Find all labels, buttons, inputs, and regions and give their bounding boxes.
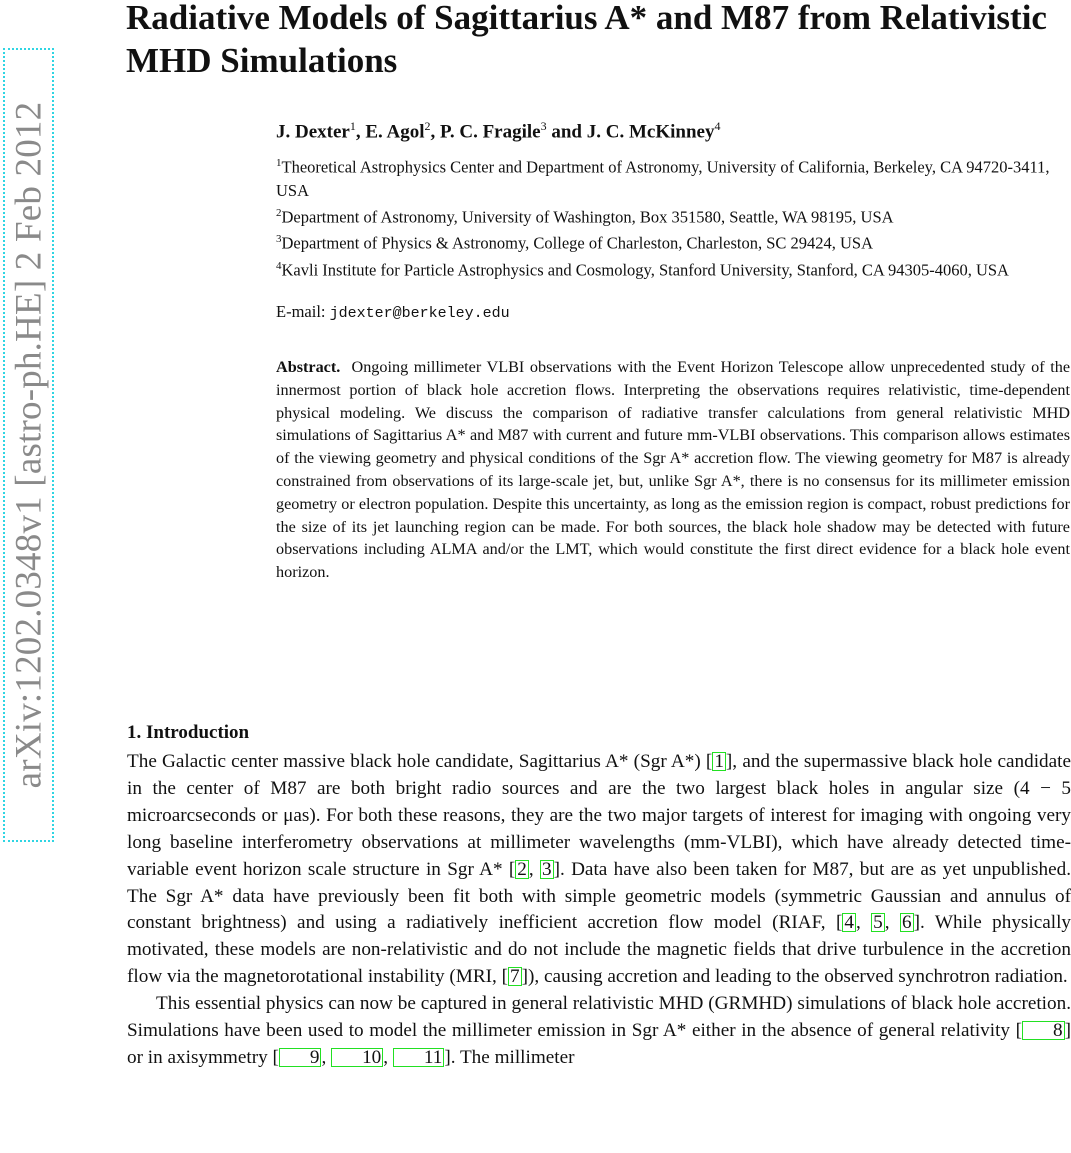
text-run: ], and the supermassive black hole candidate in the center of M87 are both bright radio sources and are the two largest black holes in angular size (4 − 5 microarcseconds or μas). For both these reasons, they are the two major targets of interest for imaging with ongoing very long baseline interferometry observations at millimeter wavelengths (mm-VLBI), which have already detected time-variable event horizon scale structure in Sgr A* [ xyxy=(127,751,1071,880)
citation-link[interactable]: 3 xyxy=(541,858,552,880)
arxiv-identifier[interactable]: arXiv:1202.0348v1 [astro-ph.HE] 2 Feb 2012 xyxy=(8,101,49,789)
text-run: This essential physics can now be captured in general relativistic MHD (GRMHD) simulations of black hole accretion. Simulations have been used to model the millimeter emission in Sgr A* either in the absence of general relativity [ xyxy=(127,993,1071,1042)
section-heading xyxy=(127,722,249,744)
citation-link[interactable]: 7 xyxy=(510,966,520,988)
email-line xyxy=(276,302,510,322)
citation-link[interactable]: 11 xyxy=(393,1048,444,1067)
affiliation-mark: 4 xyxy=(714,119,721,133)
citation-link[interactable]: 8 xyxy=(1022,1021,1065,1040)
text-run: , xyxy=(383,1046,393,1068)
citation-link[interactable]: 6 xyxy=(901,912,912,934)
text-run: , xyxy=(528,858,540,880)
citation-link[interactable]: 5 xyxy=(873,912,883,934)
paragraph xyxy=(127,749,1071,991)
citation-link[interactable]: 10 xyxy=(331,1048,383,1067)
affiliation-mark: 2 xyxy=(276,206,282,219)
email-address[interactable]: jdexter@berkeley.edu xyxy=(329,305,510,322)
author-separator: , xyxy=(355,121,366,143)
text-run: ]), causing accretion and leading to the observed synchrotron radiation. xyxy=(521,966,1068,988)
email-label: E-mail: xyxy=(276,302,326,321)
paragraph xyxy=(127,991,1071,1072)
text-run: , xyxy=(855,912,872,934)
citation-link[interactable]: 4 xyxy=(844,912,854,934)
text-run: ] or in axisymmetry [ xyxy=(127,1020,1071,1068)
author-separator: , xyxy=(430,121,440,143)
text-run: The Galactic center massive black hole candidate, Sagittarius A* (Sgr A*) [ xyxy=(127,751,713,772)
text-run: ]. While physically motivated, these models are non-relativistic and do not include the magnetic fields that drive turbulence in the accretion flow via the magnetorotational instability (MRI, [ xyxy=(127,912,1071,988)
citation-link[interactable]: 1 xyxy=(714,751,724,772)
text-run: , xyxy=(884,912,900,934)
paper-title: Radiative Models of Sagittarius A* and M87 from Relativistic MHD Simulations xyxy=(126,0,1047,80)
affiliation-text: Theoretical Astrophysics Center and Department of Astronomy, University of California, Berkeley, CA 94720-3411, USA xyxy=(276,157,1050,200)
text-run: ]. Data have also been taken for M87, but are as yet unpublished. The Sgr A* data have previously been fit both with simple geometric models (symmetric Gaussian and annulus of constant brightness) and using a radiatively inefficient accretion flow model (RIAF, [ xyxy=(127,858,1071,934)
author-name: J. C. McKinney xyxy=(586,121,715,143)
author-name: E. Agol xyxy=(365,121,425,143)
abstract xyxy=(276,356,1070,584)
citation-link[interactable]: 2 xyxy=(517,858,527,880)
author-name: P. C. Fragile xyxy=(439,121,541,143)
affiliation-text: Kavli Institute for Particle Astrophysics and Cosmology, Stanford University, Stanford, CA 94305-4060, USA xyxy=(281,260,1009,279)
affiliation-mark: 1 xyxy=(276,157,282,169)
author-list xyxy=(276,119,720,143)
section-number: 1. xyxy=(127,722,142,743)
author-name: J. Dexter xyxy=(276,121,350,143)
affiliation-mark: 1 xyxy=(349,119,356,133)
affiliation-mark: 3 xyxy=(540,119,547,133)
affiliation-list xyxy=(276,152,1066,281)
affiliation-text: Department of Astronomy, University of Washington, Box 351580, Seattle, WA 98195, USA xyxy=(281,207,894,226)
affiliation-mark: 3 xyxy=(276,233,282,245)
affiliation-mark: 2 xyxy=(424,119,431,133)
body-text xyxy=(127,749,1071,1072)
affiliation-mark: 4 xyxy=(276,259,282,272)
text-run: , xyxy=(321,1046,332,1068)
author-separator: and xyxy=(546,121,587,143)
abstract-label: Abstract. xyxy=(276,358,341,376)
affiliation xyxy=(276,255,1066,282)
section-title: Introduction xyxy=(146,722,250,743)
affiliation xyxy=(276,202,1066,229)
affiliation-text: Department of Physics & Astronomy, College of Charleston, Charleston, SC 29424, USA xyxy=(281,233,874,253)
arxiv-stamp xyxy=(3,48,54,842)
citation-link[interactable]: 9 xyxy=(279,1048,322,1067)
affiliation xyxy=(276,228,1066,255)
abstract-text: Ongoing millimeter VLBI observations with the Event Horizon Telescope allow unprecedented study of the innermost portion of black hole accretion flows. Interpreting the observations requires relativistic, time-dependent physical modeling. We discuss the comparison of radiative transfer calculations from general relativistic MHD simulations of Sagittarius A* and M87 with current and future mm-VLBI observations. This comparison allows estimates of the viewing geometry and physical conditions of the Sgr A* accretion flow. The viewing geometry for M87 is already constrained from observations of its large-scale jet, but, unlike Sgr A*, there is no consensus for its millimeter emission geometry or electron population. Despite this uncertainty, as long as the emission region is compact, robust predictions for the size of its jet launching region can be made. For both sources, the black hole shadow may be detected with future observations including ALMA and/or the LMT, which would constitute the first direct evidence for a black hole event horizon. xyxy=(276,358,1070,582)
affiliation xyxy=(276,152,1066,202)
text-run: ]. The millimeter xyxy=(444,1046,575,1068)
